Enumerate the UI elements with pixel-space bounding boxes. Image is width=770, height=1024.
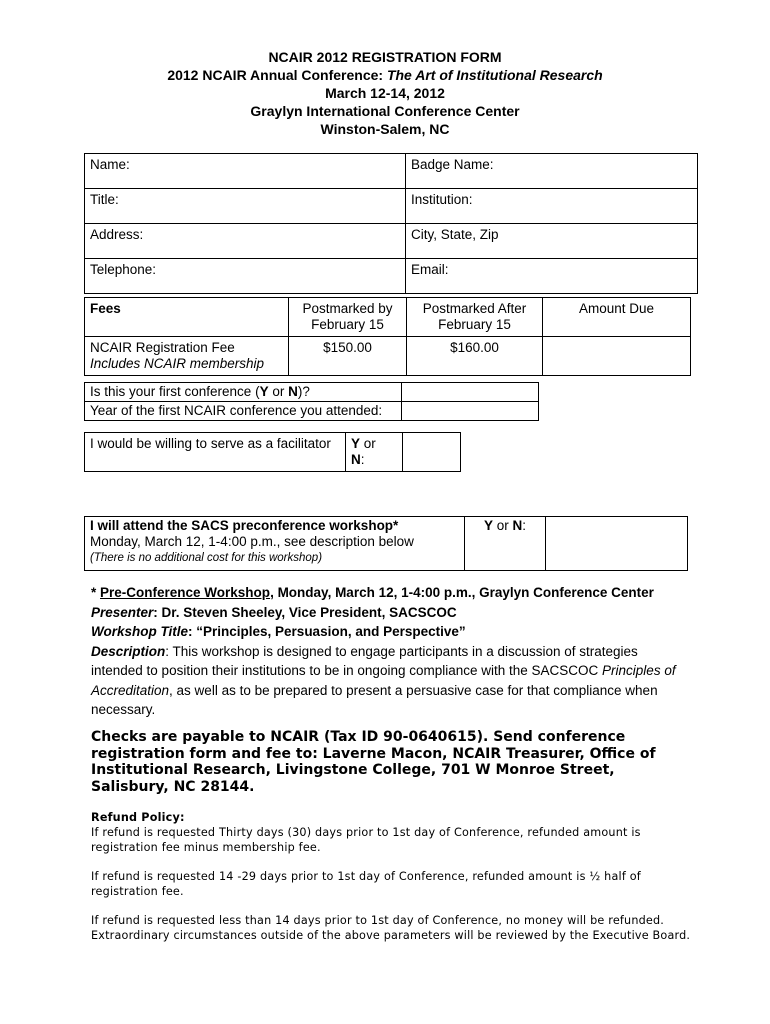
- workshop-heading-rest: , Monday, March 12, 1-4:00 p.m., Graylyn Conference Center: [270, 585, 654, 600]
- price-after: $160.00: [407, 337, 543, 376]
- conference-venue: Graylyn International Conference Center: [250, 103, 520, 119]
- conference-prefix: 2012 NCAIR Annual Conference:: [167, 67, 387, 83]
- institution-field[interactable]: [406, 189, 698, 224]
- form-title: NCAIR 2012 REGISTRATION FORM: [268, 49, 502, 65]
- first-conf-suffix: )?: [297, 384, 310, 399]
- conference-line: [0, 66, 770, 84]
- fees-table: [84, 297, 691, 376]
- facilitator-or: or: [360, 436, 376, 451]
- refund-policy-extraordinary: Extraordinary circumstances outside of the above parameters will be reviewed by the Executive Board.: [91, 929, 691, 942]
- conference-dates: March 12-14, 2012: [325, 85, 445, 101]
- facilitator-n: N: [351, 452, 361, 467]
- name-field[interactable]: [85, 154, 406, 189]
- presenter-line: [91, 603, 691, 623]
- description-italic: Principles of Accreditation: [91, 663, 676, 698]
- description-label: Description: [91, 643, 166, 659]
- registration-fee-cell: [85, 337, 289, 376]
- first-conf-prefix: Is this your first conference (: [90, 384, 260, 399]
- sacs-workshop-cell: [85, 517, 465, 571]
- address-field[interactable]: [85, 224, 406, 259]
- city-state-zip-field[interactable]: [406, 224, 698, 259]
- registration-fee-label: NCAIR Registration Fee: [90, 340, 235, 355]
- sacs-workshop-title: I will attend the SACS preconference workshop*: [90, 518, 399, 533]
- institution-label: Institution:: [411, 192, 473, 207]
- conference-theme: The Art of Institutional Research: [386, 67, 603, 83]
- first-conf-y: Y: [259, 384, 269, 399]
- workshop-title-line: [91, 622, 691, 642]
- conference-city: Winston-Salem, NC: [320, 121, 450, 137]
- badge-name-field[interactable]: [406, 154, 698, 189]
- sacs-workshop-table: [84, 516, 688, 571]
- address-label: Address:: [90, 227, 144, 242]
- contact-info-table: [84, 153, 698, 294]
- workshop-description-block: [91, 583, 691, 720]
- first-conference-answer-field[interactable]: [402, 383, 539, 402]
- facilitator-colon: :: [360, 452, 365, 467]
- amount-due-header: Amount Due: [543, 298, 691, 337]
- sacs-workshop-date: Monday, March 12, 1-4:00 p.m., see description below: [90, 534, 414, 549]
- telephone-label: Telephone:: [90, 262, 157, 277]
- workshop-title-label: Workshop Title: [91, 624, 189, 639]
- facilitator-y: Y: [351, 436, 361, 451]
- first-conf-n: N: [288, 384, 298, 399]
- description-text-2: , as well as to be prepared to present a persuasive case for that compliance when necessary.: [91, 682, 658, 717]
- fees-header: Fees: [85, 298, 289, 337]
- sacs-yn-cell: [465, 517, 546, 571]
- facilitator-table: [84, 432, 461, 472]
- postmarked-after-header: Postmarked After February 15: [407, 298, 543, 337]
- title-label: Title:: [90, 192, 119, 207]
- postmarked-by-header: Postmarked by February 15: [289, 298, 407, 337]
- price-before: $150.00: [289, 337, 407, 376]
- facilitator-yn-cell: [346, 433, 403, 472]
- sacs-colon: :: [522, 518, 527, 533]
- refund-policy-under-14-days: If refund is requested less than 14 days prior to 1st day of Conference, no money will be refunded.: [91, 914, 665, 927]
- badge-name-label: Badge Name:: [411, 157, 494, 172]
- payment-instructions: Checks are payable to NCAIR (Tax ID 90-0640615). Send conference registration form and fee to: Laverne Macon, NCAIR Treasurer, Office of Institutional Research, Livingstone College, 701 W Monroe Street, Salisbury, NC 28144.: [91, 729, 656, 795]
- refund-policy-30-days: If refund is requested Thirty days (30) days prior to 1st day of Conference, refunded amount is registration fee minus membership fee.: [91, 826, 641, 854]
- sacs-n: N: [512, 518, 523, 533]
- email-label: Email:: [411, 262, 449, 277]
- sacs-workshop-note: (There is no additional cost for this workshop): [90, 552, 323, 564]
- workshop-star: *: [91, 585, 101, 600]
- amount-due-field[interactable]: [543, 337, 691, 376]
- sacs-or: or: [492, 518, 513, 533]
- workshop-title: : “Principles, Persuasion, and Perspective”: [188, 624, 466, 639]
- form-header: [0, 48, 770, 138]
- presenter-label: Presenter: [91, 604, 154, 620]
- first-conf-or: or: [268, 384, 289, 399]
- description-text-1: : This workshop is designed to engage participants in a discussion of strategies intended to position their institutions to be in ongoing compliance with the SACSCOC: [91, 643, 638, 678]
- title-field[interactable]: [85, 189, 406, 224]
- pre-conference-workshop-link[interactable]: Pre-Conference Workshop: [100, 585, 271, 600]
- email-field[interactable]: [406, 259, 698, 294]
- first-year-answer-field[interactable]: [402, 402, 539, 421]
- sacs-answer-field[interactable]: [546, 517, 688, 571]
- first-conference-table: [84, 382, 539, 421]
- refund-policy-14-29-days: If refund is requested 14 -29 days prior to 1st day of Conference, refunded amount is ½ half of registration fee.: [91, 870, 641, 898]
- first-year-question: Year of the first NCAIR conference you attended:: [85, 402, 402, 421]
- membership-note: Includes NCAIR membership: [90, 356, 265, 371]
- first-conference-question: [85, 383, 402, 402]
- facilitator-label: I would be willing to serve as a facilitator: [85, 433, 346, 472]
- workshop-heading: [91, 583, 691, 603]
- sacs-y: Y: [483, 518, 493, 533]
- telephone-field[interactable]: [85, 259, 406, 294]
- workshop-description: [91, 642, 691, 720]
- name-label: Name:: [90, 157, 130, 172]
- presenter-name: : Dr. Steven Sheeley, Vice President, SACSCOC: [153, 604, 457, 620]
- refund-policy-title: Refund Policy:: [91, 811, 185, 824]
- refund-policy: [91, 810, 691, 943]
- city-state-zip-label: City, State, Zip: [411, 227, 499, 242]
- facilitator-answer-field[interactable]: [403, 433, 461, 472]
